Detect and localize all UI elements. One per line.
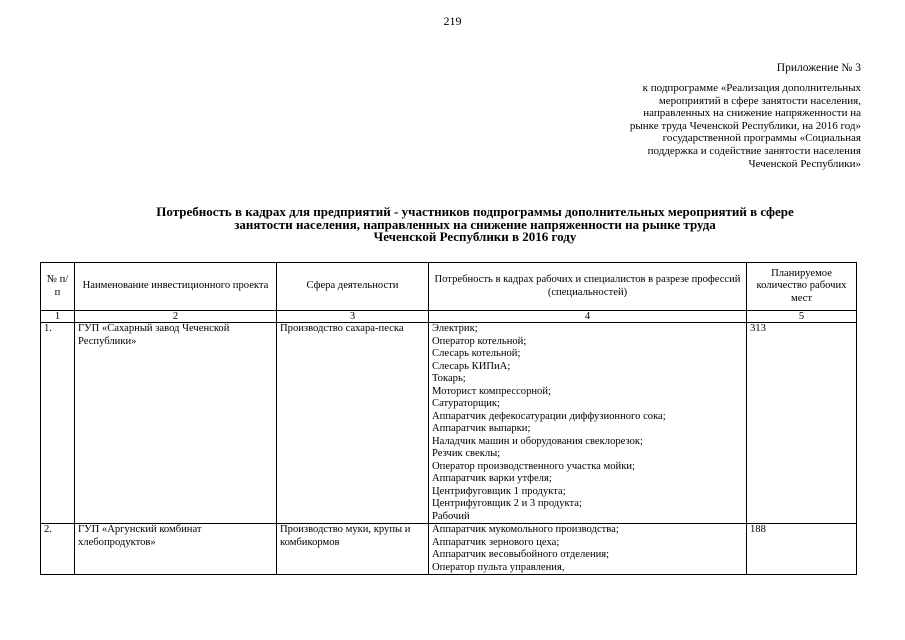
profession-item: Аппаратчик весовыбойного отделения; xyxy=(432,549,610,560)
row-number: 2. xyxy=(41,524,75,575)
staffing-table xyxy=(40,262,857,575)
profession-item: Оператор котельной; xyxy=(432,335,527,347)
professions-list xyxy=(429,323,747,524)
appendix-subtitle xyxy=(541,82,861,170)
column-number: 3 xyxy=(277,311,429,323)
activity-sphere: Производство муки, крупы и комбикормов xyxy=(277,524,429,575)
profession-item: Сатураторщик; xyxy=(432,398,501,409)
profession-item: Резчик свеклы; xyxy=(432,448,501,459)
profession-item: Наладчик машин и оборудования свеклорезок; xyxy=(432,435,644,447)
profession-item: Аппаратчик мукомольного производства; xyxy=(432,524,619,535)
appendix-line: государственной программы «Социальная xyxy=(662,132,861,145)
header-jobs: Планируемое количество рабочих мест xyxy=(747,263,857,311)
profession-item: Рабочий xyxy=(432,510,470,522)
title-line: занятости населения, направленных на снижение напряженности на рынке труда xyxy=(234,216,716,232)
document-title xyxy=(90,206,860,244)
profession-item: Электрик; xyxy=(432,323,478,334)
profession-item: Центрифуговщик 2 и 3 продукта; xyxy=(432,498,582,509)
professions-list xyxy=(429,524,747,575)
profession-item: Аппаратчик варки утфеля; xyxy=(432,473,552,484)
appendix-line: поддержка и содействие занятости населения xyxy=(647,144,861,157)
appendix-line: к подпрограмме «Реализация дополнительных xyxy=(642,82,861,94)
table-row xyxy=(41,323,857,524)
column-number: 5 xyxy=(747,311,857,323)
profession-item: Моторист компрессорной; xyxy=(432,385,551,397)
planned-jobs: 313 xyxy=(747,323,857,524)
column-number: 2 xyxy=(75,311,277,323)
profession-item: Слесарь КИПиА; xyxy=(432,360,511,372)
header-sphere: Сфера деятельности xyxy=(277,263,429,311)
appendix-line: направленных на снижение напряженности на xyxy=(643,107,861,120)
title-line: Потребность в кадрах для предприятий - участников подпрограммы дополнительных мероприятий в сфере xyxy=(156,204,794,219)
profession-item: Аппаратчик дефекосатурации диффузионного сока; xyxy=(432,410,666,422)
header-professions: Потребность в кадрах рабочих и специалистов в разрезе профессий (специальностей) xyxy=(429,263,747,311)
appendix-title: Приложение № 3 xyxy=(776,62,861,74)
column-number: 4 xyxy=(429,311,747,323)
profession-item: Аппаратчик зернового цеха; xyxy=(432,536,560,548)
appendix-line: рынке труда Чеченской Республики, на 2016 год» xyxy=(629,119,861,132)
planned-jobs: 188 xyxy=(747,524,857,575)
appendix-line: Чеченской Республики» xyxy=(748,157,861,170)
row-number: 1. xyxy=(41,323,75,524)
column-number-row xyxy=(41,311,857,323)
profession-item: Оператор производственного участка мойки; xyxy=(432,460,635,472)
header-number: № п/п xyxy=(41,263,75,311)
title-line: Чеченской Республики в 2016 году xyxy=(373,229,577,244)
profession-item: Токарь; xyxy=(432,373,466,384)
appendix-line: мероприятий в сфере занятости населения, xyxy=(658,94,861,107)
header-project-name: Наименование инвестиционного проекта xyxy=(75,263,277,311)
profession-item: Аппаратчик выпарки; xyxy=(432,423,531,434)
profession-item: Слесарь котельной; xyxy=(432,348,521,359)
project-name: ГУП «Сахарный завод Чеченской Республики» xyxy=(75,323,277,524)
activity-sphere: Производство сахара-песка xyxy=(277,323,429,524)
table-row xyxy=(41,524,857,575)
table-header-row xyxy=(41,263,857,311)
project-name: ГУП «Аргунский комбинат хлебопродуктов» xyxy=(75,524,277,575)
page-number: 219 xyxy=(443,14,462,28)
column-number: 1 xyxy=(41,311,75,323)
profession-item: Центрифуговщик 1 продукта; xyxy=(432,485,566,497)
profession-item: Оператор пульта управления, xyxy=(432,561,565,573)
